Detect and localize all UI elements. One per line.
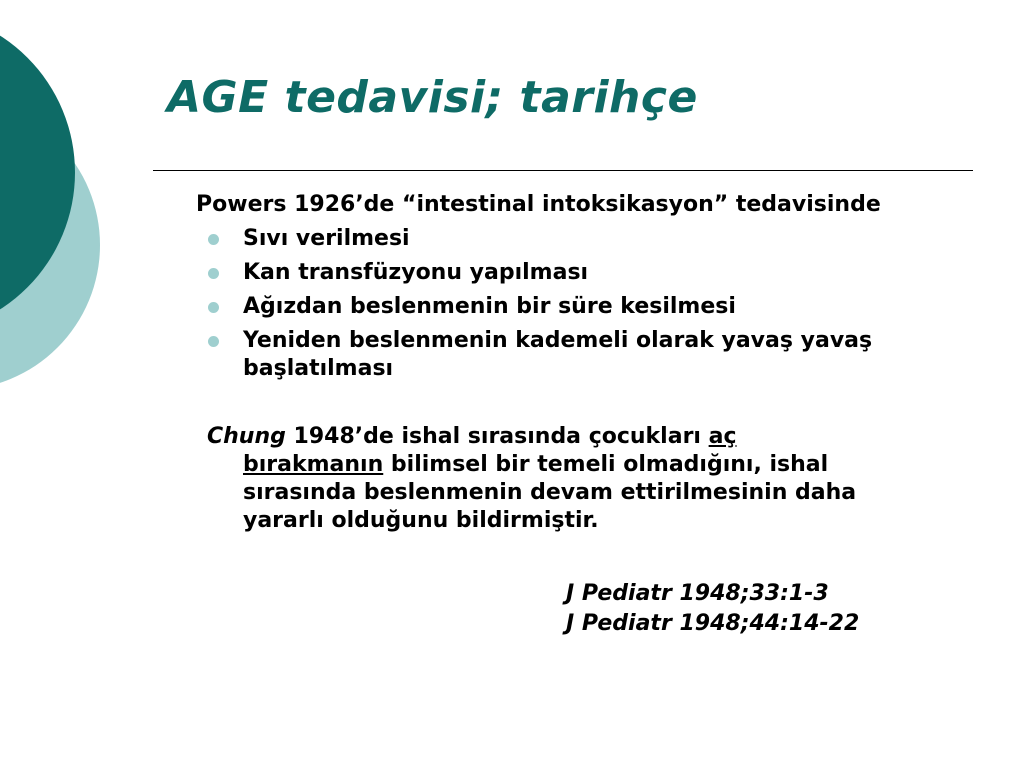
slide-title: AGE tedavisi; tarihçe xyxy=(167,72,698,123)
chung-author: Chung xyxy=(207,424,286,449)
bullet-dot xyxy=(208,336,219,347)
chung-paragraph-line4: yararlı olduğunu bildirmiştir. xyxy=(243,508,599,533)
bullet-dot xyxy=(208,302,219,313)
bullet-dot xyxy=(208,234,219,245)
chung-paragraph-line3: sırasında beslenmenin devam ettirilmesinin daha xyxy=(243,480,857,505)
intro-text: Powers 1926’de “intestinal intoksikasyon” tedavisinde xyxy=(196,192,881,217)
chung-paragraph-line1 xyxy=(207,423,737,451)
chung-text: 1948’de ishal sırasında çocukları xyxy=(285,424,709,449)
bullet-dot xyxy=(208,268,219,279)
bullet-item: Sıvı verilmesi xyxy=(243,226,410,251)
reference: J Pediatr 1948;44:14-22 xyxy=(566,611,860,636)
chung-text: bilimsel bir temeli olmadığını, ishal xyxy=(383,452,829,477)
bullet-item: Kan transfüzyonu yapılması xyxy=(243,260,589,285)
bullet-item: Yeniden beslenmenin kademeli olarak yavaş yavaş xyxy=(243,328,873,353)
title-divider xyxy=(153,170,973,171)
underlined-word: bırakmanın xyxy=(243,452,384,477)
reference: J Pediatr 1948;33:1-3 xyxy=(566,581,829,606)
bullet-item: Ağızdan beslenmenin bir süre kesilmesi xyxy=(243,294,736,319)
chung-paragraph-line2 xyxy=(243,451,828,479)
underlined-word: aç xyxy=(708,424,737,449)
bullet-item-continuation: başlatılması xyxy=(243,356,394,381)
